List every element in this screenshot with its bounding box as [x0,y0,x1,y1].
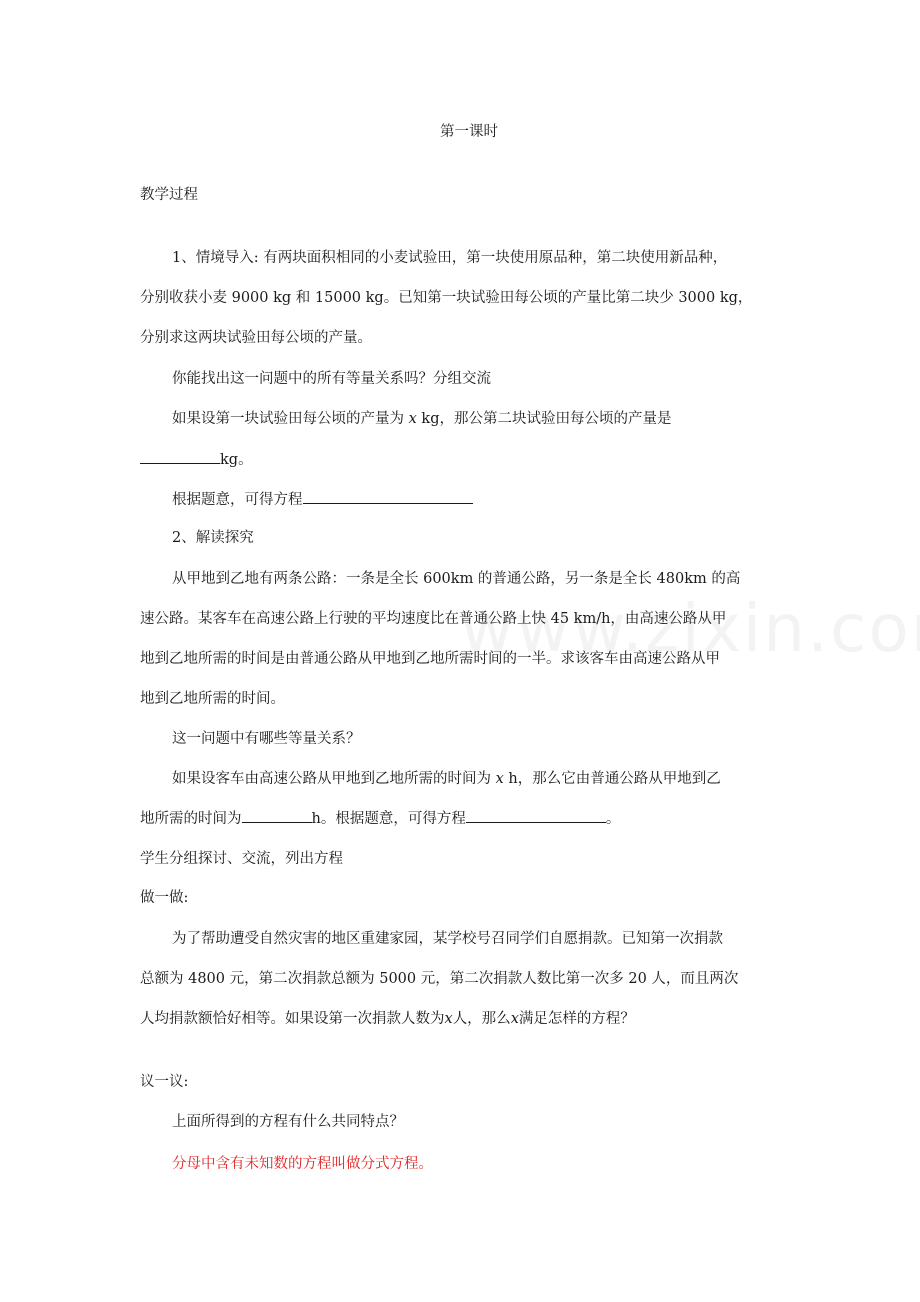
assume-1-line [172,409,671,429]
question-2: 这一问题中有哪些等量关系？ [172,731,361,747]
equation-1-label: 根据题意，可得方程 [172,492,303,508]
assume-1-pre: 如果设第一块试验田每公顷的产量为 [172,411,404,427]
definition-text: 分母中含有未知数的方程叫做分式方程。 [172,1156,433,1172]
assume-2-line2-pre: 地所需的时间为 [140,811,242,827]
equation-1-line [172,489,473,510]
question-3: 上面所得到的方程有什么共同特点？ [172,1114,404,1130]
unit-kg: kg。 [220,452,253,468]
variable-x: x [408,411,417,427]
assume-2-pre: 如果设客车由高速公路从甲地到乙地所需的时间为 [172,771,491,787]
variable-x: x [510,1011,519,1027]
assume-2-line-2 [140,808,620,829]
intro-line-3: 分别求这两块试验田每公顷的产量。 [140,330,372,346]
problem-3-line-3 [140,1009,635,1029]
answer-blank-1[interactable] [140,449,220,464]
variable-x: x [495,771,504,787]
section-heading: 教学过程 [140,187,198,203]
section-2-title: 2、解读探究 [172,530,254,546]
intro-line-1 [172,248,780,268]
question-1: 你能找出这一问题中的所有等量关系吗？分组交流 [172,371,491,387]
assume-1-line-2 [140,449,253,470]
problem-2-line-1: 从甲地到乙地有两条公路：一条是全长 600km 的普通公路，另一条是全长 480km 的高 [172,571,741,587]
assume-2-line2-mid: h。根据题意，可得方程 [311,811,466,827]
group-discussion: 学生分组探讨、交流，列出方程 [140,851,343,867]
assume-1-post: kg，那公第二块试验田每公顷的产量是 [421,411,672,427]
assume-2-line-1 [172,769,721,789]
answer-blank-2[interactable] [242,808,312,823]
problem-2-line-4: 地到乙地所需的时间。 [140,691,285,707]
equation-blank-2[interactable] [466,808,606,823]
intro-line-2: 分别收获小麦 9000 kg 和 15000 kg。已知第一块试验田每公顷的产量比第二块少 3000 kg， [140,290,753,306]
intro-line-1-text: 1、情境导入: 有两块面积相同的小麦试验田，第一块使用原品种，第二块使用新品种， [172,250,728,266]
assume-2-line2-end: 。 [605,811,621,827]
problem-3-line-3-pre: 人均捐款额恰好相等。如果设第一次捐款人数为 [140,1011,445,1027]
problem-3-line-2: 总额为 4800 元，第二次捐款总额为 5000 元，第二次捐款人数比第一次多 20 人，而且两次 [140,971,739,987]
problem-3-line-3-mid: 人，那么 [452,1011,511,1027]
problem-3-line-3-post: 满足怎样的方程？ [518,1011,635,1027]
problem-3-line-1: 为了帮助遭受自然灾害的地区重建家园，某学校号召同学们自愿捐款。已知第一次捐款 [172,931,723,947]
assume-2-post: h，那么它由普通公路从甲地到乙 [508,771,721,787]
discuss-heading: 议一议: [140,1074,189,1090]
variable-x: x [444,1011,453,1027]
problem-2-line-3: 地到乙地所需的时间是由普通公路从甲地到乙地所需时间的一半。求该客车由高速公路从甲 [140,651,720,667]
try-heading: 做一做: [140,890,189,906]
page-title: 第一课时 [440,124,498,140]
equation-blank-1[interactable] [303,489,473,504]
problem-2-line-2: 速公路。某客车在高速公路上行驶的平均速度比在普通公路上快 45 km/h，由高速公路从甲 [140,611,727,627]
